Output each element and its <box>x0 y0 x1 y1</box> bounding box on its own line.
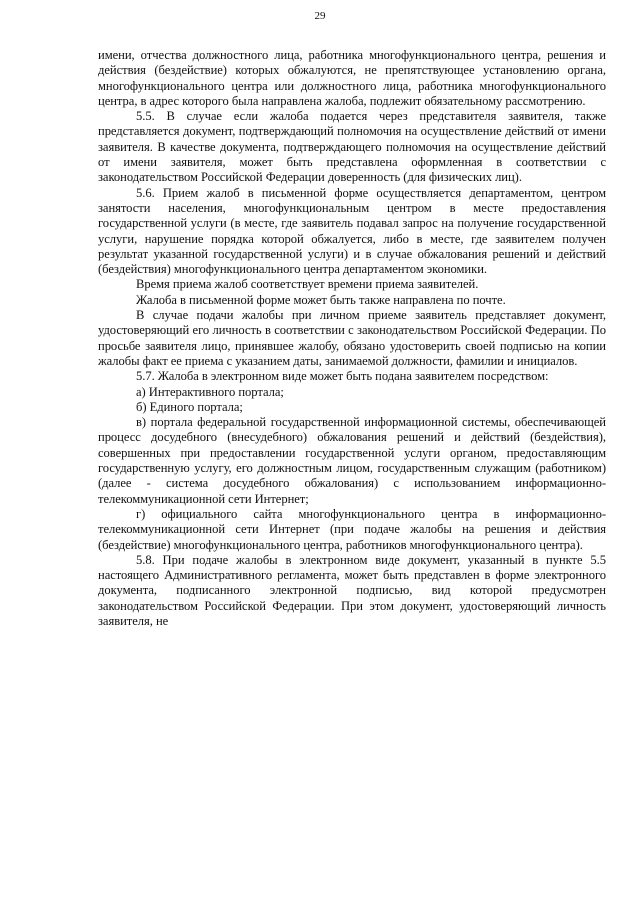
paragraph: 5.5. В случае если жалоба подается через представителя заявителя, также представляется документ, подтверждающий полномочия на осуществление действий от имени заявителя. В качестве документа, подтверждающего полномочия на осуществление действий от имени заявителя, может быть представлена оформленная в соответствии с законодательством Российской Федерации доверенность (для физических лиц). <box>98 109 606 185</box>
paragraph: В случае подачи жалобы при личном приеме заявитель представляет документ, удостоверяющий его личность в соответствии с законодательством Российской Федерации. По просьбе заявителя лицо, принявшее жалобу, обязано удостоверить своей подписью на копии жалобы факт ее приема с указанием даты, занимаемой должности, фамилии и инициалов. <box>98 308 606 368</box>
paragraph: 5.7. Жалоба в электронном виде может быть подана заявителем посредством: <box>136 369 549 384</box>
paragraph: имени, отчества должностного лица, работника многофункционального центра, решения и действия (бездействие) которых обжалуются, не препятствующее установлению органа, многофункционального центра или должностного лица, работника многофункционального центра, в адрес которого была направлена жалоба, подлежит обязательному рассмотрению. <box>98 48 606 108</box>
list-item: а) Интерактивного портала; <box>136 384 284 399</box>
document-body <box>98 48 606 629</box>
paragraph: 5.6. Прием жалоб в письменной форме осуществляется департаментом, центром занятости населения, многофункциональным центром в месте предоставления государственной услуги (в месте, где заявитель подавал запрос на получение государственной услуги, нарушение порядка которой обжалуется, либо в месте, где заявителем получен результат указанной государственной услуги) и в случае обжалования решений и действий (бездействия) многофункционального центра департаментом экономики. <box>98 185 606 277</box>
list-item: в) портала федеральной государственной информационной системы, обеспечивающей процесс досудебного (внесудебного) обжалования решений и действий (бездействия), совершенных при предоставлении государственной услуги органом, предоставляющим государственную услугу, его должностным лицом, государственным служащим (работником) (далее - система досудебного обжалования) с использованием информационно-телекоммуникационной сети Интернет; <box>98 415 606 506</box>
list-item: г) официального сайта многофункционального центра в информационно-телекоммуникационной сети Интернет (при подаче жалобы на решения и действия (бездействие) многофункционального центра, работников многофункционального центра). <box>98 506 606 552</box>
paragraph: Время приема жалоб соответствует времени приема заявителей. <box>136 277 479 292</box>
paragraph: 5.8. При подаче жалобы в электронном виде документ, указанный в пункте 5.5 настоящего Административного регламента, может быть представлен в форме электронного документа, подписанного электронной подписью, вид которой предусмотрен законодательством Российской Федерации. При этом документ, удостоверяющий личность заявителя, не <box>98 552 606 628</box>
page-number: 29 <box>314 10 326 22</box>
list-item: б) Единого портала; <box>136 399 243 414</box>
paragraph: Жалоба в письменной форме может быть также направлена по почте. <box>136 292 506 307</box>
